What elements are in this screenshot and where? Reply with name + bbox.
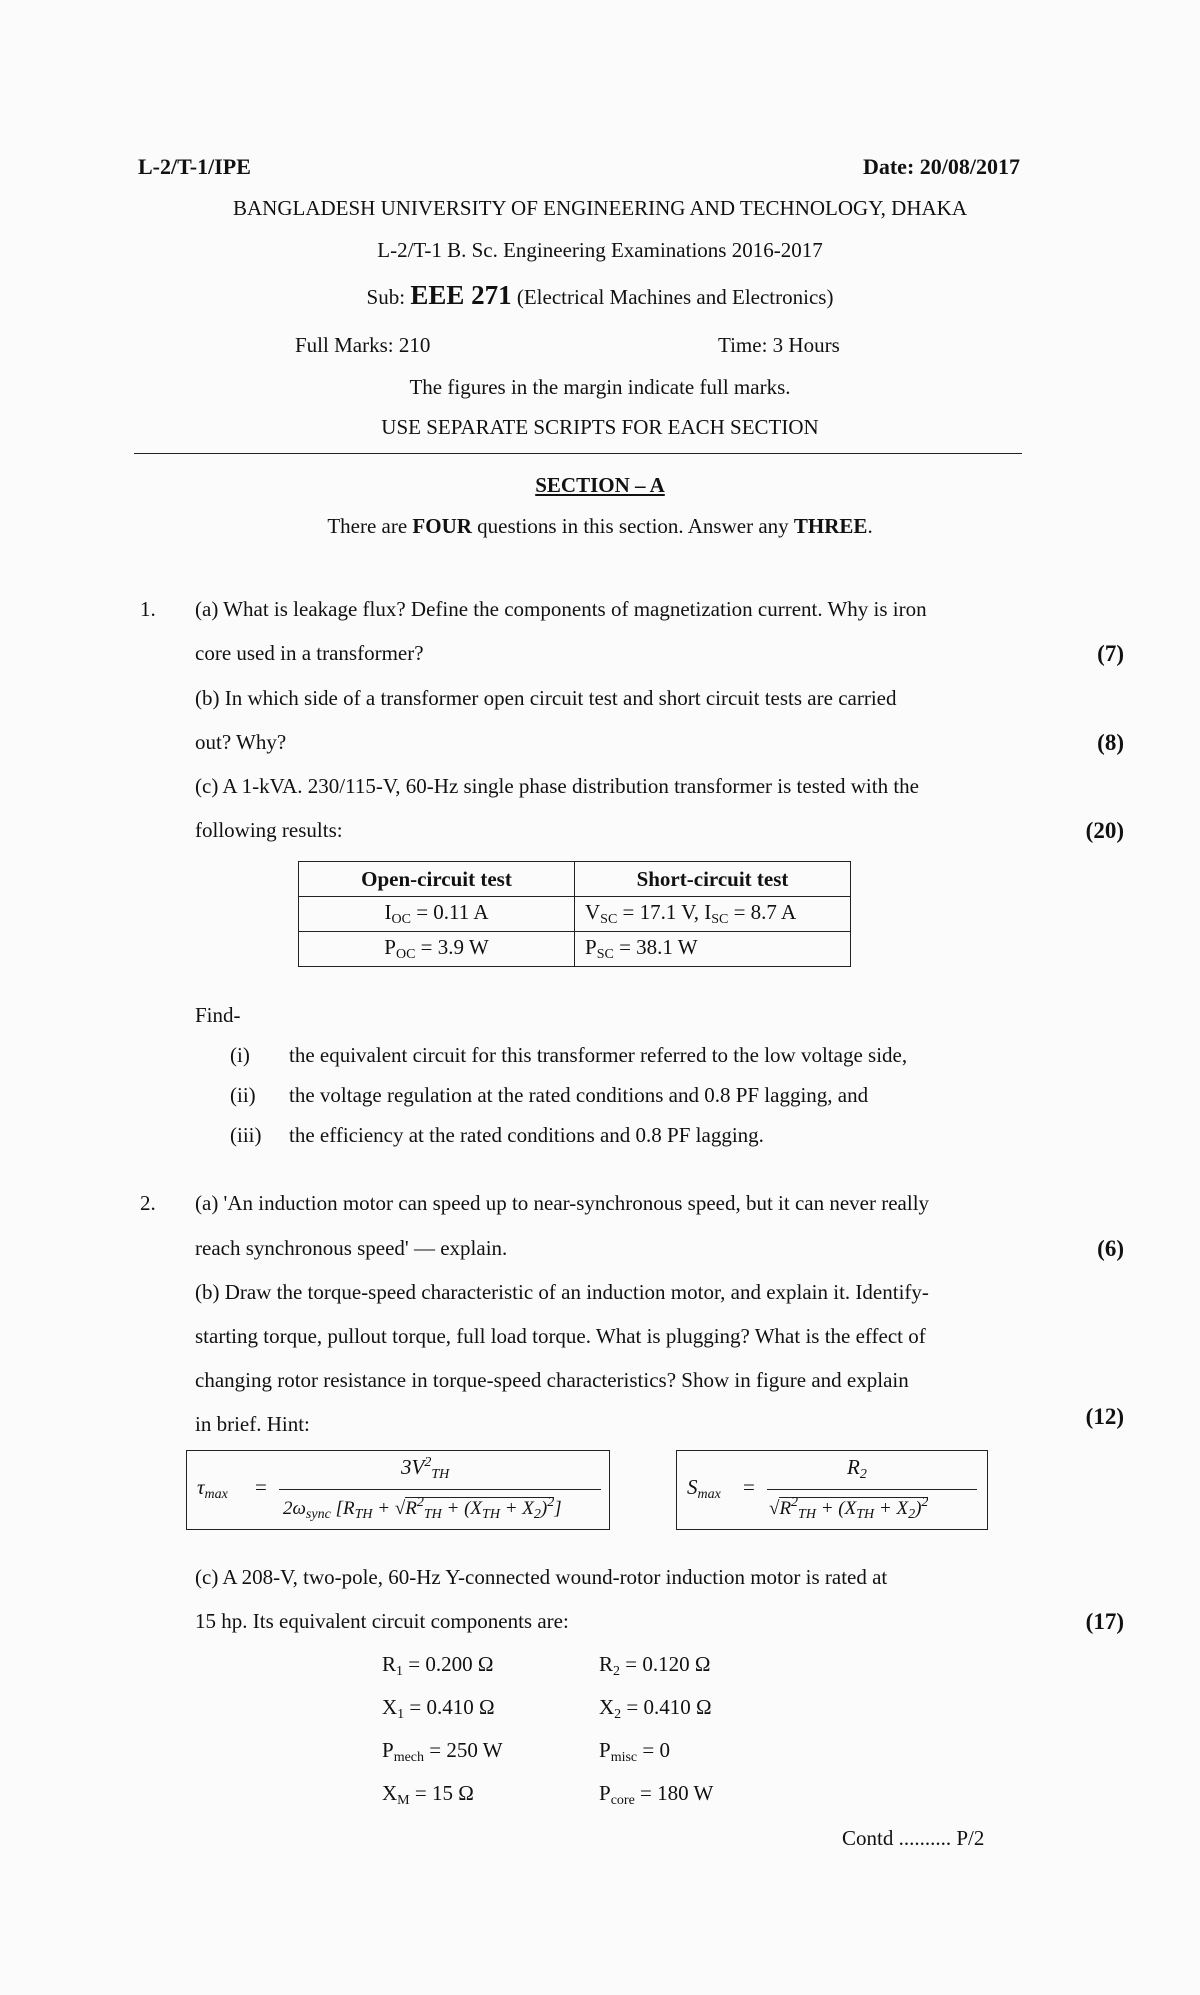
instr-three: THREE xyxy=(793,514,868,538)
exam-title: L-2/T-1 B. Sc. Engineering Examinations 2016-2017 xyxy=(377,238,823,262)
formula-denominator: $√R^2_{TH} + (X_{TH} + X_2)^2$ xyxy=(769,1495,929,1522)
table-cell-ioc: $I_{OC} = 0.11$ A xyxy=(299,897,575,932)
subject-title: (Electrical Machines and Electronics) xyxy=(511,285,834,309)
q2b-line4: in brief. Hint: xyxy=(195,1412,310,1436)
exam-date: Date: 20/08/2017 xyxy=(862,154,1020,179)
s-max-formula xyxy=(676,1450,988,1530)
fraction-bar xyxy=(279,1489,601,1490)
question-number: 1. xyxy=(140,597,156,621)
param-r1: $R_1 = 0.200$ Ω xyxy=(382,1652,494,1679)
header-divider xyxy=(134,453,1022,454)
q1b-marks: (8) xyxy=(1097,730,1124,755)
formula-eq: = xyxy=(743,1475,755,1499)
q2b-line2: starting torque, pullout torque, full load torque. What is plugging? What is the effect of xyxy=(195,1324,926,1348)
question-number: 2. xyxy=(140,1191,156,1215)
q2c-line2: 15 hp. Its equivalent circuit components are: xyxy=(195,1609,569,1633)
instr-text: . xyxy=(867,514,873,538)
find-item-text: the voltage regulation at the rated conditions and 0.8 PF lagging, and xyxy=(289,1083,869,1107)
table-header-open: Open-circuit test xyxy=(299,862,575,897)
q2b-line1: (b) Draw the torque-speed characteristic of an induction motor, and explain it. Identify- xyxy=(195,1280,929,1304)
q2a-marks: (6) xyxy=(1097,1236,1124,1261)
param-pmisc: $P_{misc} = 0$ xyxy=(599,1738,670,1765)
table-cell-psc: $P_{SC} = 38.1$ W xyxy=(575,932,851,967)
formula-denominator: $2\omega_{sync}$ $[R_{TH} + √R^2_{TH} + (X_{TH} + X_2)^2]$ xyxy=(283,1495,562,1522)
q1c-marks: (20) xyxy=(1085,818,1124,843)
param-x2: $X_2 = 0.410$ Ω xyxy=(599,1695,712,1722)
q2c-marks: (17) xyxy=(1085,1609,1124,1634)
param-pcore: $P_{core} = 180$ W xyxy=(599,1781,714,1808)
continued-note: Contd .......... P/2 xyxy=(842,1826,985,1850)
q1b-line1: (b) In which side of a transformer open circuit test and short circuit tests are carried xyxy=(195,686,897,710)
q1b-line2: out? Why? xyxy=(195,730,287,754)
find-item-num: (ii) xyxy=(230,1083,256,1107)
q2a-line2: reach synchronous speed' — explain. xyxy=(195,1236,508,1260)
instr-four: FOUR xyxy=(412,514,472,538)
table-header-short: Short-circuit test xyxy=(575,862,851,897)
param-r2: $R_2 = 0.120$ Ω xyxy=(599,1652,711,1679)
q1a-line1: (a) What is leakage flux? Define the components of magnetization current. Why is iron xyxy=(195,597,927,621)
formula-numerator: $R_2$ xyxy=(847,1455,867,1482)
transformer-test-table xyxy=(298,861,851,967)
param-xm: $X_M = 15$ Ω xyxy=(382,1781,474,1808)
scripts-note: USE SEPARATE SCRIPTS FOR EACH SECTION xyxy=(381,415,819,439)
find-item-num: (i) xyxy=(230,1043,250,1067)
subject-prefix: Sub: xyxy=(366,285,411,309)
formula-eq: = xyxy=(255,1475,267,1499)
q1a-marks: (7) xyxy=(1097,641,1124,666)
course-code: L-2/T-1/IPE xyxy=(138,154,251,179)
formula-lhs: $\tau_{max}$ xyxy=(197,1475,228,1502)
subject-code: EEE 271 xyxy=(410,280,512,310)
q2c-line1: (c) A 208-V, two-pole, 60-Hz Y-connected wound-rotor induction motor is rated at xyxy=(195,1565,888,1589)
section-title: SECTION – A xyxy=(535,473,665,497)
find-label: Find- xyxy=(195,1003,241,1027)
find-item-text: the efficiency at the rated conditions and 0.8 PF lagging. xyxy=(289,1123,764,1147)
q1c-line1: (c) A 1-kVA. 230/115-V, 60-Hz single phase distribution transformer is tested with the xyxy=(195,774,920,798)
exam-time: Time: 3 Hours xyxy=(718,333,840,357)
q1c-line2: following results: xyxy=(195,818,343,842)
table-header-row xyxy=(299,862,851,897)
find-item-text: the equivalent circuit for this transformer referred to the low voltage side, xyxy=(289,1043,908,1067)
table-row xyxy=(299,897,851,932)
full-marks: Full Marks: 210 xyxy=(295,333,431,357)
tau-max-formula xyxy=(186,1450,610,1530)
table-cell-vsc: $V_{SC} = 17.1$ V, $I_{SC} = 8.7$ A xyxy=(575,897,851,932)
q1a-line2: core used in a transformer? xyxy=(195,641,424,665)
find-item-num: (iii) xyxy=(230,1123,262,1147)
q2a-line1: (a) 'An induction motor can speed up to near-synchronous speed, but it can never really xyxy=(195,1191,930,1215)
param-pmech: $P_{mech} = 250$ W xyxy=(382,1738,503,1765)
table-row xyxy=(299,932,851,967)
fraction-bar xyxy=(767,1489,977,1490)
university-name: BANGLADESH UNIVERSITY OF ENGINEERING AND TECHNOLOGY, DHAKA xyxy=(232,196,967,220)
param-x1: $X_1 = 0.410$ Ω xyxy=(382,1695,495,1722)
q2b-line3: changing rotor resistance in torque-speed characteristics? Show in figure and explain xyxy=(195,1368,909,1392)
subject-line xyxy=(0,280,1200,311)
section-instructions xyxy=(0,514,1200,539)
formula-numerator: $3V^2_{TH}$ xyxy=(401,1455,450,1482)
instr-text: There are xyxy=(327,514,413,538)
q2b-marks: (12) xyxy=(1085,1404,1124,1429)
table-cell-poc: $P_{OC} = 3.9$ W xyxy=(299,932,575,967)
margin-note: The figures in the margin indicate full marks. xyxy=(409,375,791,399)
formula-lhs: $S_{max}$ xyxy=(687,1475,721,1502)
instr-text: questions in this section. Answer any xyxy=(471,514,794,538)
